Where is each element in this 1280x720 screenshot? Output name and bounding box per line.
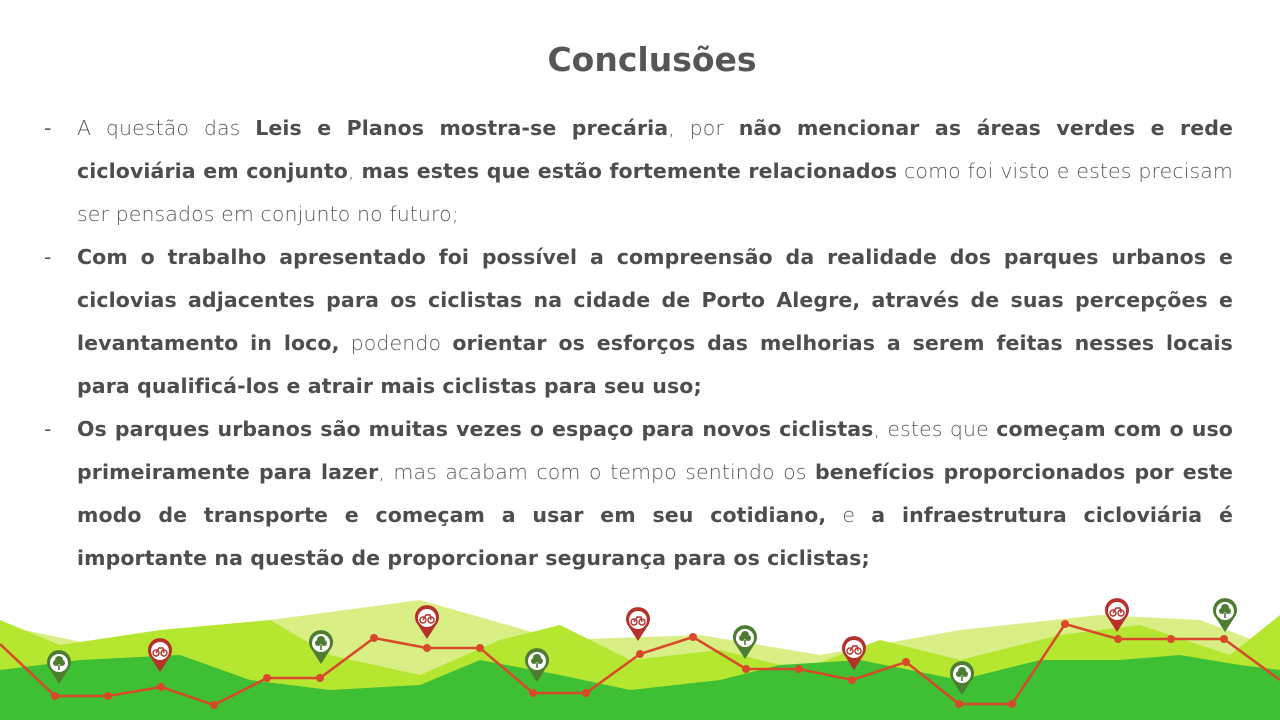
bold-segment: a infraestrutura cicloviária é importante na questão de proporcionar segurança para os ciclistas; — [77, 503, 1233, 570]
text-segment: , estes que — [873, 417, 997, 441]
bullet-marker: - — [44, 116, 52, 140]
bold-segment: Os parques urbanos são muitas vezes o espaço para novos ciclistas — [77, 417, 874, 441]
bold-segment: começam com o uso primeiramente para lazer — [77, 417, 1233, 484]
bullet-item-1 — [44, 107, 1233, 236]
text-segment: , mas acabam com o tempo sentindo os — [378, 460, 816, 484]
bold-segment: orientar os esforços das melhorias a serem feitas nesses locais para qualificá-los e atrair mais ciclistas para seu uso; — [77, 331, 1233, 398]
bold-segment: Com o trabalho apresentado foi possível a compreensão da realidade dos parques urbanos e ciclovias adjacentes para os ciclistas na cidade de Porto Alegre, através de suas percepções e levantamento in loco, — [77, 245, 1233, 355]
landscape-decoration — [0, 580, 1280, 720]
bullet-marker: - — [44, 245, 52, 269]
text-segment: , — [347, 159, 362, 183]
bullet-item-2 — [44, 236, 1233, 408]
bullet-item-3 — [44, 408, 1233, 580]
text-segment: e — [826, 503, 872, 527]
text-segment: podendo — [339, 331, 453, 355]
conclusions-list — [44, 107, 1233, 580]
bullet-marker: - — [44, 417, 52, 441]
bold-segment: Leis e Planos mostra-se precária — [255, 116, 669, 140]
text-segment: como foi visto e estes precisam ser pensados em conjunto no futuro; — [77, 159, 1233, 226]
slide-title: Conclusões — [547, 40, 757, 79]
bold-segment: benefícios proporcionados por este modo de transporte e começam a usar em seu cotidiano, — [77, 460, 1233, 527]
text-segment: A questão das — [77, 116, 256, 140]
bicycle-pin — [626, 607, 650, 641]
bold-segment: não mencionar as áreas verdes e rede cicloviária em conjunto — [77, 116, 1233, 183]
bold-segment: mas estes que estão fortemente relacionados — [361, 159, 898, 183]
text-segment: , por — [668, 116, 739, 140]
